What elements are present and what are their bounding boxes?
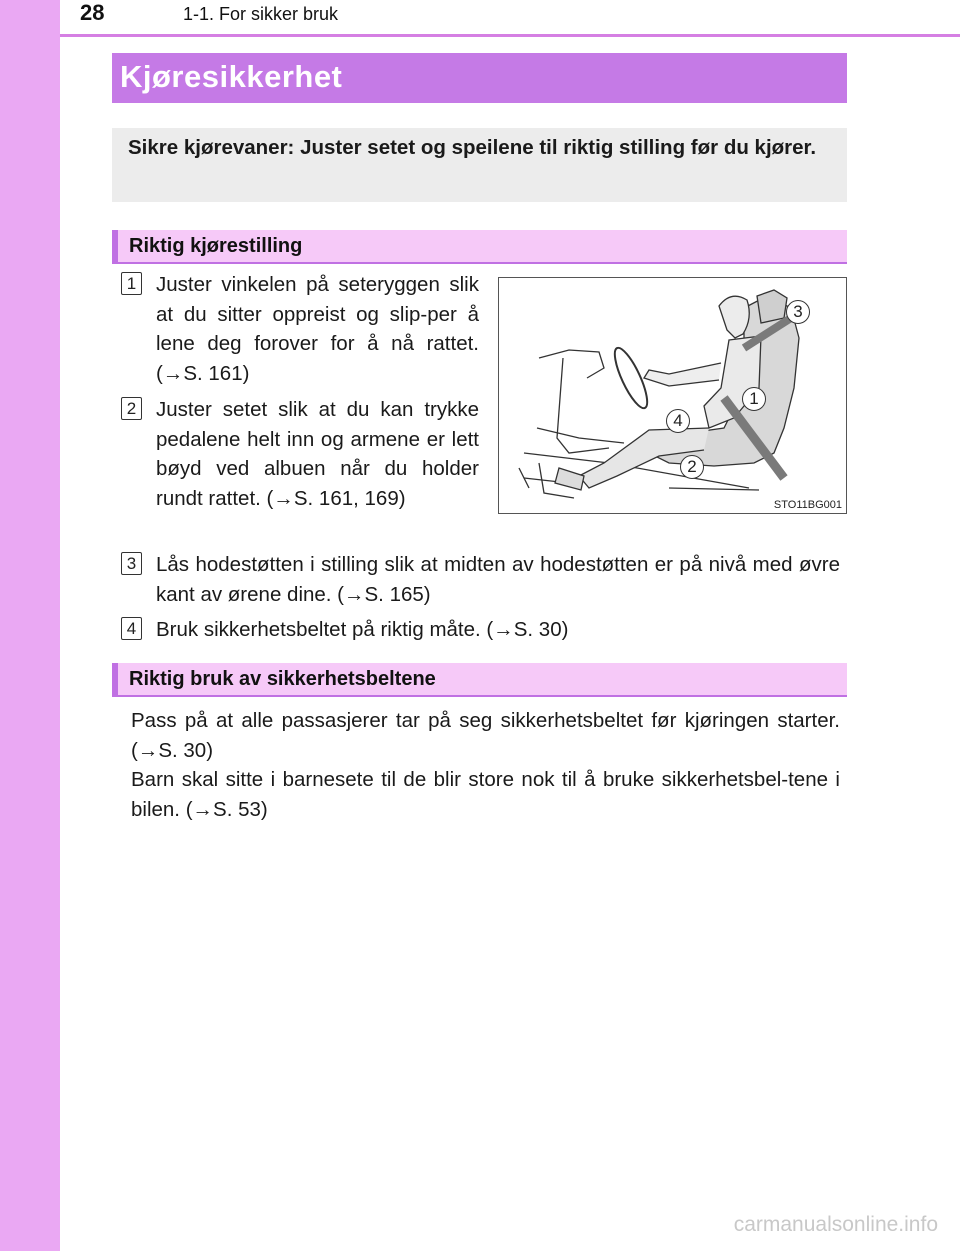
item-number-3: 3	[121, 552, 142, 575]
item-number-4: 4	[121, 617, 142, 640]
section-heading-text: Riktig kjørestilling	[129, 235, 303, 257]
callout-2: 2	[680, 455, 704, 479]
header-rule	[60, 34, 960, 37]
page-title: Kjøresikkerhet	[120, 59, 343, 94]
figure-code: STO11BG001	[773, 499, 842, 511]
item-number-1: 1	[121, 272, 142, 295]
item-text-3: Lås hodestøtten i stilling slik at midten av hodestøtten er på nivå med øvre kant av ørene dine. (→S. 165)	[156, 553, 840, 606]
callout-1: 1	[742, 387, 766, 411]
section-heading-driving-position	[112, 230, 847, 264]
page-number: 28	[80, 0, 105, 25]
watermark-footer: carmanualsonline.info	[733, 1213, 938, 1236]
seatbelt-paragraph-1: Pass på at alle passasjerer tar på seg sikkerhetsbeltet før kjøringen starter. (→S. 30)	[131, 709, 840, 762]
page-sidebar	[0, 0, 60, 1251]
chapter-title: 1-1. For sikker bruk	[183, 4, 339, 24]
item-text-2: Juster setet slik at du kan trykke pedalene helt inn og armene er lett bøyd ved albuen når du holder rundt rattet. (→S. 161, 169)	[156, 398, 479, 510]
section-heading-text: Riktig bruk av sikkerhetsbeltene	[129, 668, 436, 690]
callout-4: 4	[666, 409, 690, 433]
callout-3: 3	[786, 300, 810, 324]
seatbelt-paragraph-2: Barn skal sitte i barnesete til de blir store nok til å bruke sikkerhetsbel-tene i bilen. (→S. 53)	[131, 768, 840, 821]
driving-position-illustration	[498, 277, 847, 514]
item-text-1: Juster vinkelen på seteryggen slik at du sitter oppreist og slip-per å lene deg forover for å nå rattet. (→S. 161)	[156, 273, 479, 385]
item-text-4: Bruk sikkerhetsbeltet på riktig måte. (→S. 30)	[156, 618, 569, 641]
section-title-bar	[112, 53, 847, 103]
section-heading-seatbelts	[112, 663, 847, 697]
item-number-2: 2	[121, 397, 142, 420]
intro-text: Sikre kjørevaner: Juster setet og speilene til riktig stilling før du kjører.	[128, 136, 817, 159]
intro-box	[112, 128, 847, 202]
